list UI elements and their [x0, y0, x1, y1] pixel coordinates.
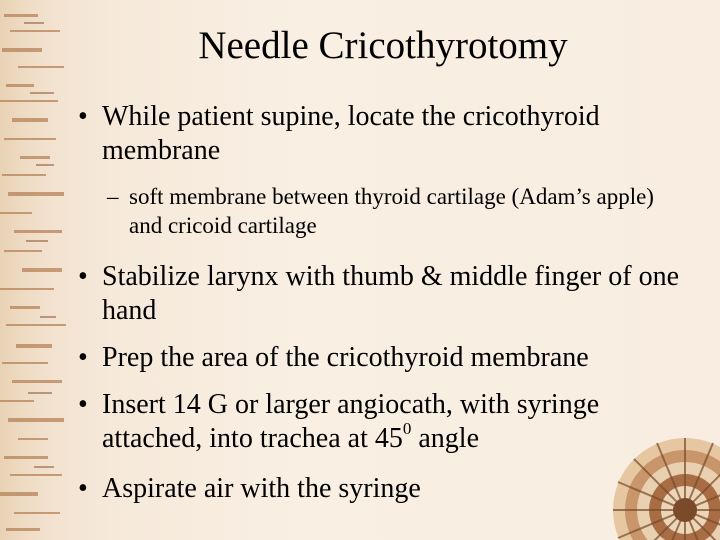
degree-superscript: 0 — [402, 419, 412, 438]
bullet-marker: • — [78, 473, 88, 504]
bullet-text: Stabilize larynx with thumb & middle finger of one hand — [102, 261, 679, 326]
bullet-marker: • — [78, 101, 88, 132]
bullet-marker: • — [78, 261, 88, 292]
slide-title: Needle Cricothyrotomy — [198, 24, 568, 67]
bullet-text: Prep the area of the cricothyroid membrane — [102, 342, 589, 373]
bullet-marker: • — [78, 342, 88, 373]
wood-texture-strip — [0, 0, 78, 540]
bullet-marker: • — [78, 389, 88, 420]
sub-bullet-marker: – — [107, 184, 119, 209]
bullet-text: Aspirate air with the syringe — [102, 473, 421, 504]
bullet-text-main: Insert 14 G or larger angiocath, with syringe attached, into trachea at 45 — [102, 389, 600, 454]
bullet-text: While patient supine, locate the cricothyroid membrane — [102, 101, 600, 166]
sub-bullet-text: soft membrane between thyroid cartilage (Adam’s apple) and cricoid cartilage — [129, 184, 654, 238]
bullet-text-tail: angle — [411, 423, 479, 454]
bullet-text — [102, 388, 692, 456]
